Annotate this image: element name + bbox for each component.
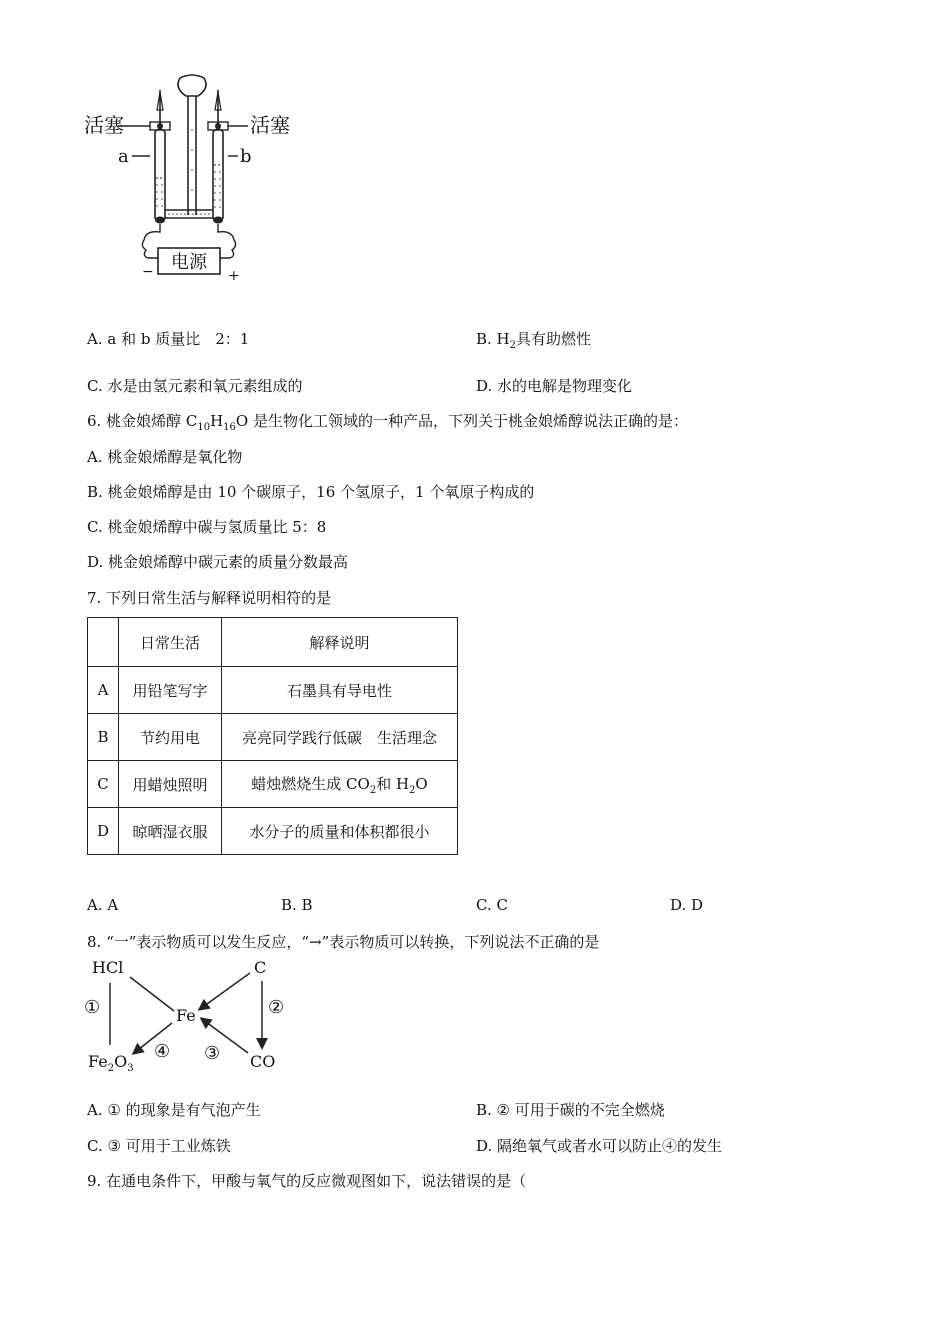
q5-option-d: D. 水的电解是物理变化 — [476, 377, 633, 395]
q5-option-b-prefix: B. H — [476, 330, 510, 348]
q8-fe2o3-sub2: 3 — [127, 1063, 134, 1074]
q8-n2: ② — [268, 997, 285, 1018]
q7-option-b: B. B — [281, 896, 313, 914]
q8-fe2o3-a: Fe — [88, 1052, 108, 1071]
q8-c: C — [254, 958, 267, 977]
table-cell-key: B — [88, 714, 119, 761]
table-cell-key: D — [88, 808, 119, 855]
explain-sub1: 2 — [369, 784, 377, 796]
table-cell-key: A — [88, 667, 119, 714]
power-label: 电源 — [171, 252, 207, 273]
explain-sub2: 2 — [409, 784, 416, 796]
q6-option-c: C. 桃金娘烯醇中碳与氢质量比 5：8 — [87, 518, 327, 536]
table-row — [88, 761, 458, 808]
q7-option-a: A. A — [87, 896, 119, 914]
q5-option-b — [476, 328, 591, 351]
table-cell-life: 用蜡烛照明 — [119, 761, 222, 808]
table-cell-life: 晾晒湿衣服 — [119, 808, 222, 855]
q5-option-a: A. a 和 b 质量比 2：1 — [87, 330, 250, 348]
q7-option-c: C. C — [476, 896, 508, 914]
q8-option-b: B. ② 可用于碳的不完全燃烧 — [476, 1101, 665, 1119]
table-cell-explain: 亮亮同学践行低碳 生活理念 — [222, 714, 458, 761]
table-cell-life: 节约用电 — [119, 714, 222, 761]
q6-stem-sub2: 16 — [223, 422, 236, 433]
q8-fe2o3 — [88, 1052, 134, 1074]
q6-option-a: A. 桃金娘烯醇是氧化物 — [87, 448, 243, 466]
table-header-life: 日常生活 — [119, 618, 222, 667]
q5-option-b-suffix: 具有助燃性 — [516, 330, 592, 348]
table-row — [88, 667, 458, 714]
q8-option-a: A. ① 的现象是有气泡产生 — [87, 1101, 261, 1119]
q7-option-d: D. D — [670, 896, 704, 914]
q5-option-c: C. 水是由氢元素和氧元素组成的 — [87, 377, 303, 395]
label-a: a — [118, 146, 129, 167]
q8-n1: ① — [84, 997, 101, 1018]
label-b: b — [240, 146, 252, 167]
q7-stem: 7. 下列日常生活与解释说明相符的是 — [87, 589, 332, 607]
q7-table — [87, 617, 458, 855]
table-row — [88, 714, 458, 761]
q6-option-d: D. 桃金娘烯醇中碳元素的质量分数最高 — [87, 553, 349, 571]
table-row — [88, 808, 458, 855]
q6-option-b: B. 桃金娘烯醇是由 10 个碳原子，16 个氢原子，1 个氧原子构成的 — [87, 483, 535, 501]
minus-sign: − — [142, 264, 154, 280]
q6-stem-mid: H — [210, 412, 224, 430]
q6-stem — [87, 410, 688, 433]
q8-n4: ④ — [154, 1041, 171, 1062]
q8-hcl: HCl — [92, 958, 124, 977]
q8-stem: 8. “一”表示物质可以发生反应，“→”表示物质可以转换，下列说法不正确的是 — [87, 933, 600, 951]
q5-option-b-sub: 2 — [509, 340, 517, 351]
q8-option-d: D. 隔绝氧气或者水可以防止④的发生 — [476, 1137, 723, 1155]
explain-suffix: O — [415, 774, 428, 793]
table-header-key — [88, 618, 119, 667]
plus-sign: + — [228, 268, 240, 284]
q6-stem-sub1: 10 — [197, 422, 211, 433]
table-cell-life: 用铅笔写字 — [119, 667, 222, 714]
electrolysis-apparatus-figure — [80, 70, 320, 285]
q8-fe2o3-b: O — [114, 1052, 128, 1071]
q9-stem: 9. 在通电条件下，甲酸与氧气的反应微观图如下，说法错误的是（ — [87, 1172, 527, 1190]
q8-fe2o3-sub1: 2 — [107, 1063, 115, 1074]
q6-stem-suffix: O 是生物化工领域的一种产品，下列关于桃金娘烯醇说法正确的是： — [235, 412, 688, 430]
label-left-stopcock: 活塞 — [84, 113, 124, 137]
q6-stem-prefix: 6. 桃金娘烯醇 C — [87, 412, 198, 430]
q8-n3: ③ — [204, 1043, 221, 1064]
explain-prefix: 蜡烛燃烧生成 CO — [251, 774, 370, 793]
q8-co: CO — [250, 1052, 276, 1071]
label-right-stopcock: 活塞 — [250, 113, 290, 137]
q8-reaction-diagram — [80, 955, 310, 1080]
table-cell-key: C — [88, 761, 119, 808]
table-cell-explain: 石墨具有导电性 — [222, 667, 458, 714]
explain-mid: 和 H — [376, 774, 410, 793]
q8-fe: Fe — [176, 1006, 196, 1025]
table-header-row — [88, 618, 458, 667]
table-header-explain: 解释说明 — [222, 618, 458, 667]
table-cell-explain — [222, 761, 458, 808]
q8-option-c: C. ③ 可用于工业炼铁 — [87, 1137, 231, 1155]
table-cell-explain: 水分子的质量和体积都很小 — [222, 808, 458, 855]
